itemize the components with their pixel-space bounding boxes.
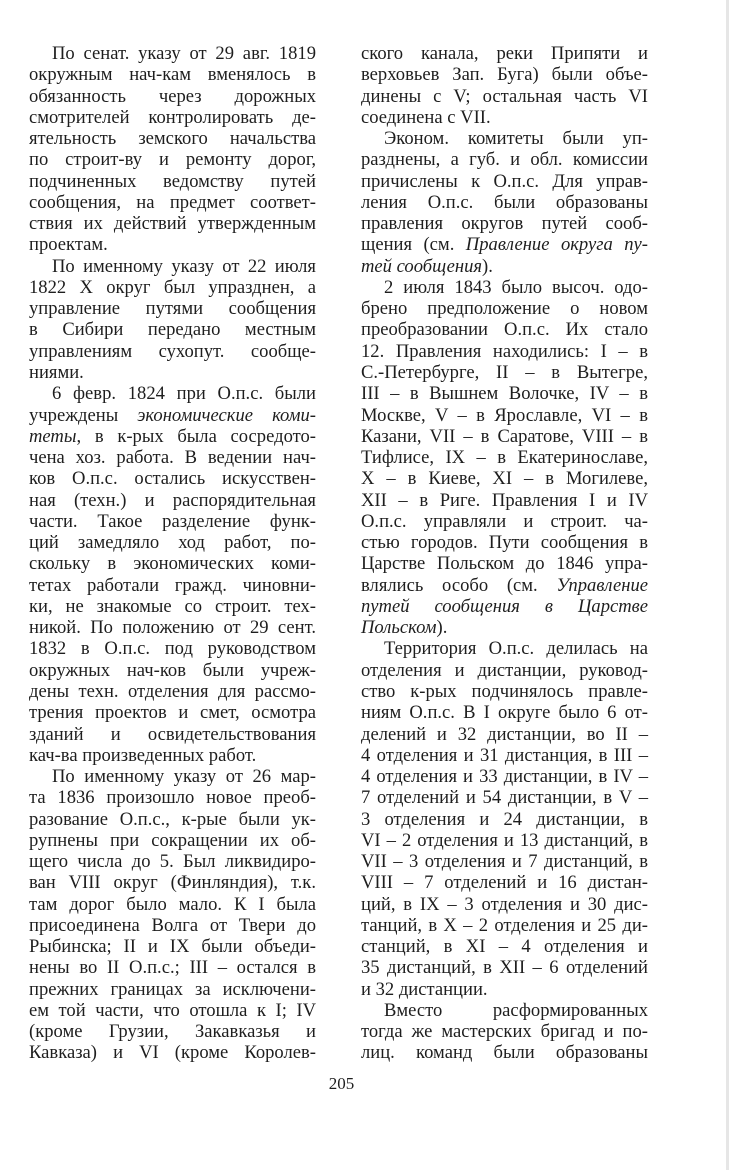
text-segment: ).: [436, 617, 448, 639]
text-segment: (кроме Грузии, Закавказья и: [29, 1021, 316, 1043]
text-segment: Кавказа) и VI (кроме Королев-: [29, 1042, 316, 1064]
text-segment: 35 дистанций, в XII – 6 отделений: [361, 957, 648, 979]
text-line: [361, 511, 648, 532]
text-segment: О.п.с. управляли и строит. ча-: [361, 510, 648, 532]
italic-cross-reference: Управление: [556, 574, 648, 596]
paragraph: [361, 43, 648, 128]
text-segment: обязанность через дорожных: [29, 85, 316, 107]
text-segment: С.-Петербурге, II – в Вытегре,: [361, 361, 648, 383]
text-line: [361, 787, 648, 808]
text-line: [361, 192, 648, 213]
text-line: [29, 490, 316, 511]
text-line: [361, 681, 648, 702]
text-segment: 2 июля 1843 было высоч. одо-: [384, 276, 648, 298]
text-line: [361, 936, 648, 957]
text-segment: влялись особо (см.: [361, 574, 557, 596]
text-segment: ствия их действий утвержденным: [29, 213, 316, 235]
text-segment: ятельность земского начальства: [29, 128, 316, 150]
text-line: [29, 64, 316, 85]
italic-cross-reference: путей сообщения в Царстве: [361, 595, 648, 617]
text-line: [361, 1042, 648, 1063]
text-line: [361, 256, 648, 277]
text-segment: ки, не знакомые со строит. тех-: [29, 595, 316, 617]
text-line: [361, 277, 648, 298]
text-segment: ления О.п.с. были образованы: [361, 191, 648, 213]
text-line: [29, 1000, 316, 1021]
text-line: [361, 383, 648, 404]
text-line: [29, 575, 316, 596]
text-line: [361, 617, 648, 638]
text-line: [29, 149, 316, 170]
text-line: [361, 341, 648, 362]
text-line: [29, 362, 316, 383]
text-line: [29, 383, 316, 404]
text-segment: там дорог было мало. К I была: [29, 893, 316, 915]
text-segment: никой. По положению от 29 сент.: [29, 617, 316, 639]
text-segment: щего числа до 5. Был ликвидиро-: [29, 851, 316, 873]
text-segment: соединена с VII.: [361, 106, 491, 128]
text-segment: по строит-ву и ремонту дорог,: [29, 149, 316, 171]
text-line: [361, 830, 648, 851]
text-segment: кач-ва произведенных работ.: [29, 744, 257, 766]
text-line: [361, 979, 648, 1000]
text-line: [29, 681, 316, 702]
text-segment: чена хоз. работа. В ведении нач-: [29, 447, 316, 469]
text-segment: По сенат. указу от 29 авг. 1819: [52, 43, 316, 64]
text-segment: присоединена Волга от Твери до: [29, 914, 316, 936]
text-segment: смотрителей контролировать де-: [29, 106, 316, 128]
text-segment: тогда же мастерских бригад и по-: [361, 1021, 648, 1043]
text-segment: отделения и дистанции, руковод-: [361, 659, 648, 681]
paragraph: [361, 1000, 648, 1064]
text-line: [361, 468, 648, 489]
text-line: [361, 426, 648, 447]
text-line: [361, 575, 648, 596]
text-segment: лиц. команд были образованы: [361, 1042, 648, 1064]
text-line: [29, 915, 316, 936]
text-line: [29, 43, 316, 64]
text-line: [361, 447, 648, 468]
text-segment: прежних границах за исключени-: [29, 978, 316, 1000]
text-segment: зданий и освидетельствования: [29, 723, 316, 745]
text-segment: VIII – 7 отделений и 16 дистан-: [361, 872, 648, 894]
text-line: [361, 405, 648, 426]
text-line: [29, 426, 316, 447]
text-line: [361, 319, 648, 340]
text-line: [361, 702, 648, 723]
text-segment: ского канала, реки Припяти и: [361, 43, 648, 64]
text-line: [29, 596, 316, 617]
text-line: [29, 107, 316, 128]
italic-cross-reference: тей сообщения: [361, 255, 483, 277]
text-segment: VII – 3 отделения и 7 дистанций, в: [361, 851, 648, 873]
text-line: [29, 724, 316, 745]
text-segment: XII – в Риге. Правления I и IV: [361, 489, 648, 511]
paragraph: [361, 638, 648, 1000]
text-line: [361, 957, 648, 978]
text-segment: преобразовании О.п.с. Их стало: [361, 319, 648, 341]
text-line: [29, 447, 316, 468]
text-segment: 4 отделения и 33 дистанции, в IV –: [361, 766, 648, 788]
text-line: [361, 553, 648, 574]
text-line: [29, 234, 316, 255]
text-segment: окружных нач-ков были учреж-: [29, 659, 316, 681]
text-line: [29, 745, 316, 766]
text-line: [361, 86, 648, 107]
text-line: [29, 1021, 316, 1042]
text-segment: в Сибири передано местным: [29, 319, 316, 341]
text-line: [29, 86, 316, 107]
text-line: [361, 64, 648, 85]
text-segment: 7 отделений и 54 дистанции, в V –: [361, 787, 648, 809]
text-line: [361, 596, 648, 617]
text-line: [29, 192, 316, 213]
text-segment: танций, в X – 2 отделения и 25 ди-: [361, 914, 648, 936]
text-segment: ций, в IX – 3 отделения и 30 дис-: [361, 893, 648, 915]
text-segment: ниям О.п.с. В I округе было 6 от-: [361, 702, 648, 724]
text-line: [29, 851, 316, 872]
paragraph: [29, 256, 316, 384]
text-line: [29, 766, 316, 787]
text-segment: правления округов путей сооб-: [361, 213, 648, 235]
text-line: [29, 830, 316, 851]
text-line: [29, 319, 316, 340]
text-segment: 1832 в О.п.с. под руководством: [29, 638, 316, 660]
text-segment: ниями.: [29, 361, 84, 383]
text-segment: ство к-рых подчинялось правле-: [361, 680, 648, 702]
text-line: [361, 490, 648, 511]
text-segment: трения проектов и смет, осмотра: [29, 702, 316, 724]
text-line: [29, 298, 316, 319]
text-line: [29, 660, 316, 681]
text-line: [361, 851, 648, 872]
text-segment: Рыбинска; II и IX были объеди-: [29, 936, 316, 958]
italic-cross-reference: экономические коми-: [137, 404, 316, 426]
text-segment: ков О.п.с. остались искусствен-: [29, 468, 316, 490]
left-text-column: [29, 43, 316, 1064]
text-line: [29, 213, 316, 234]
text-line: [361, 1000, 648, 1021]
paragraph: [29, 766, 316, 1064]
text-line: [361, 809, 648, 830]
text-line: [361, 894, 648, 915]
text-segment: скольку в экономических коми-: [29, 553, 316, 575]
text-line: [29, 787, 316, 808]
text-line: [361, 234, 648, 255]
text-segment: и 32 дистанции.: [361, 978, 488, 1000]
italic-cross-reference: Правление округа пу-: [465, 234, 648, 256]
text-line: [29, 702, 316, 723]
text-line: [29, 256, 316, 277]
text-line: [361, 745, 648, 766]
text-segment: Тифлисе, IX – в Екатеринославе,: [361, 447, 648, 469]
text-segment: ван VIII округ (Финляндия), т.к.: [29, 872, 316, 894]
text-line: [29, 171, 316, 192]
paragraph: [361, 128, 648, 277]
text-segment: VI – 2 отделения и 13 дистанций, в: [361, 829, 648, 851]
text-segment: щения (см.: [361, 234, 466, 256]
right-text-column: [361, 43, 648, 1064]
text-segment: та 1836 произошло новое преоб-: [29, 787, 316, 809]
italic-cross-reference: Польском: [361, 617, 437, 639]
text-segment: подчиненных ведомству путей: [29, 170, 316, 192]
text-line: [361, 213, 648, 234]
text-line: [29, 468, 316, 489]
text-segment: ем той части, что отошла к I; IV: [29, 999, 316, 1021]
text-segment: разднены, а губ. и обл. комиссии: [361, 149, 648, 171]
text-line: [29, 894, 316, 915]
text-line: [29, 1042, 316, 1063]
italic-cross-reference: теты: [29, 425, 77, 447]
text-line: [29, 405, 316, 426]
paragraph: [361, 277, 648, 639]
page-number: 205: [328, 1074, 355, 1093]
text-segment: части. Такое разделение функ-: [29, 510, 316, 532]
text-line: [361, 915, 648, 936]
text-segment: брено предположение о новом: [361, 298, 648, 320]
text-segment: управление путями сообщения: [29, 298, 316, 320]
text-segment: разование О.п.с., к-рые были ук-: [29, 808, 316, 830]
text-line: [361, 766, 648, 787]
text-segment: проектам.: [29, 234, 108, 256]
text-line: [29, 638, 316, 659]
paragraph: [29, 43, 316, 256]
text-line: [29, 553, 316, 574]
text-segment: учреждены: [29, 404, 138, 426]
text-line: [361, 171, 648, 192]
text-line: [361, 1021, 648, 1042]
text-line: [29, 957, 316, 978]
text-segment: 6 февр. 1824 при О.п.с. были: [52, 383, 316, 405]
text-segment: По именному указу от 26 мар-: [52, 766, 316, 788]
text-segment: III – в Вышнем Волочке, IV – в: [361, 383, 648, 405]
text-segment: 4 отделения и 31 дистанция, в III –: [361, 744, 648, 766]
text-line: [361, 660, 648, 681]
text-segment: 3 отделения и 24 дистанции, в: [361, 808, 648, 830]
text-line: [29, 809, 316, 830]
text-segment: 1822 X округ был упразднен, а: [29, 276, 316, 298]
text-line: [29, 532, 316, 553]
text-line: [29, 511, 316, 532]
text-line: [361, 149, 648, 170]
text-segment: дены техн. отделения для рассмо-: [29, 680, 316, 702]
text-line: [29, 617, 316, 638]
text-segment: сообщения, на предмет соответ-: [29, 191, 316, 213]
text-line: [29, 936, 316, 957]
text-line: [361, 298, 648, 319]
text-line: [29, 872, 316, 893]
text-line: [29, 128, 316, 149]
text-line: [361, 532, 648, 553]
text-segment: окружным нач-кам вменялось в: [29, 64, 316, 86]
text-segment: делений и 32 дистанции, во II –: [361, 723, 648, 745]
text-segment: Москве, V – в Ярославле, VI – в: [361, 404, 648, 426]
text-line: [29, 341, 316, 362]
paragraph: [29, 383, 316, 766]
text-line: [29, 277, 316, 298]
text-segment: Территория О.п.с. делилась на: [384, 638, 648, 660]
text-segment: тетах работали гражд. чиновни-: [29, 574, 316, 596]
text-segment: ций замедляло ход работ, по-: [29, 532, 316, 554]
text-segment: станций, в XI – 4 отделения и: [361, 936, 648, 958]
text-line: [361, 43, 648, 64]
text-segment: Вместо расформированных: [384, 999, 648, 1021]
text-line: [361, 872, 648, 893]
text-segment: нены во II О.п.с.; III – остался в: [29, 957, 316, 979]
text-segment: ная (техн.) и распорядительная: [29, 489, 316, 511]
text-line: [361, 128, 648, 149]
text-segment: 12. Правления находились: I – в: [361, 340, 648, 362]
text-line: [361, 724, 648, 745]
text-segment: По именному указу от 22 июля: [52, 255, 316, 277]
text-segment: ).: [482, 255, 493, 277]
text-segment: управлениям сухопут. сообще-: [29, 340, 316, 362]
text-segment: Эконом. комитеты были уп-: [384, 128, 648, 150]
text-line: [361, 107, 648, 128]
text-line: [29, 979, 316, 1000]
text-segment: стью городов. Пути сообщения в: [361, 532, 648, 554]
text-segment: X – в Киеве, XI – в Могилеве,: [361, 468, 648, 490]
text-segment: причислены к О.п.с. Для управ-: [361, 170, 648, 192]
text-segment: , в к-рых была сосредото-: [76, 425, 316, 447]
text-segment: Казани, VII – в Саратове, VIII – в: [361, 425, 648, 447]
text-segment: верховьев Зап. Буга) были объе-: [361, 64, 648, 86]
text-segment: рупнены при сокращении их об-: [29, 829, 316, 851]
text-segment: Царстве Польском до 1846 упра-: [361, 553, 648, 575]
text-segment: динены с V; остальная часть VI: [361, 85, 648, 107]
text-line: [361, 638, 648, 659]
text-line: [361, 362, 648, 383]
